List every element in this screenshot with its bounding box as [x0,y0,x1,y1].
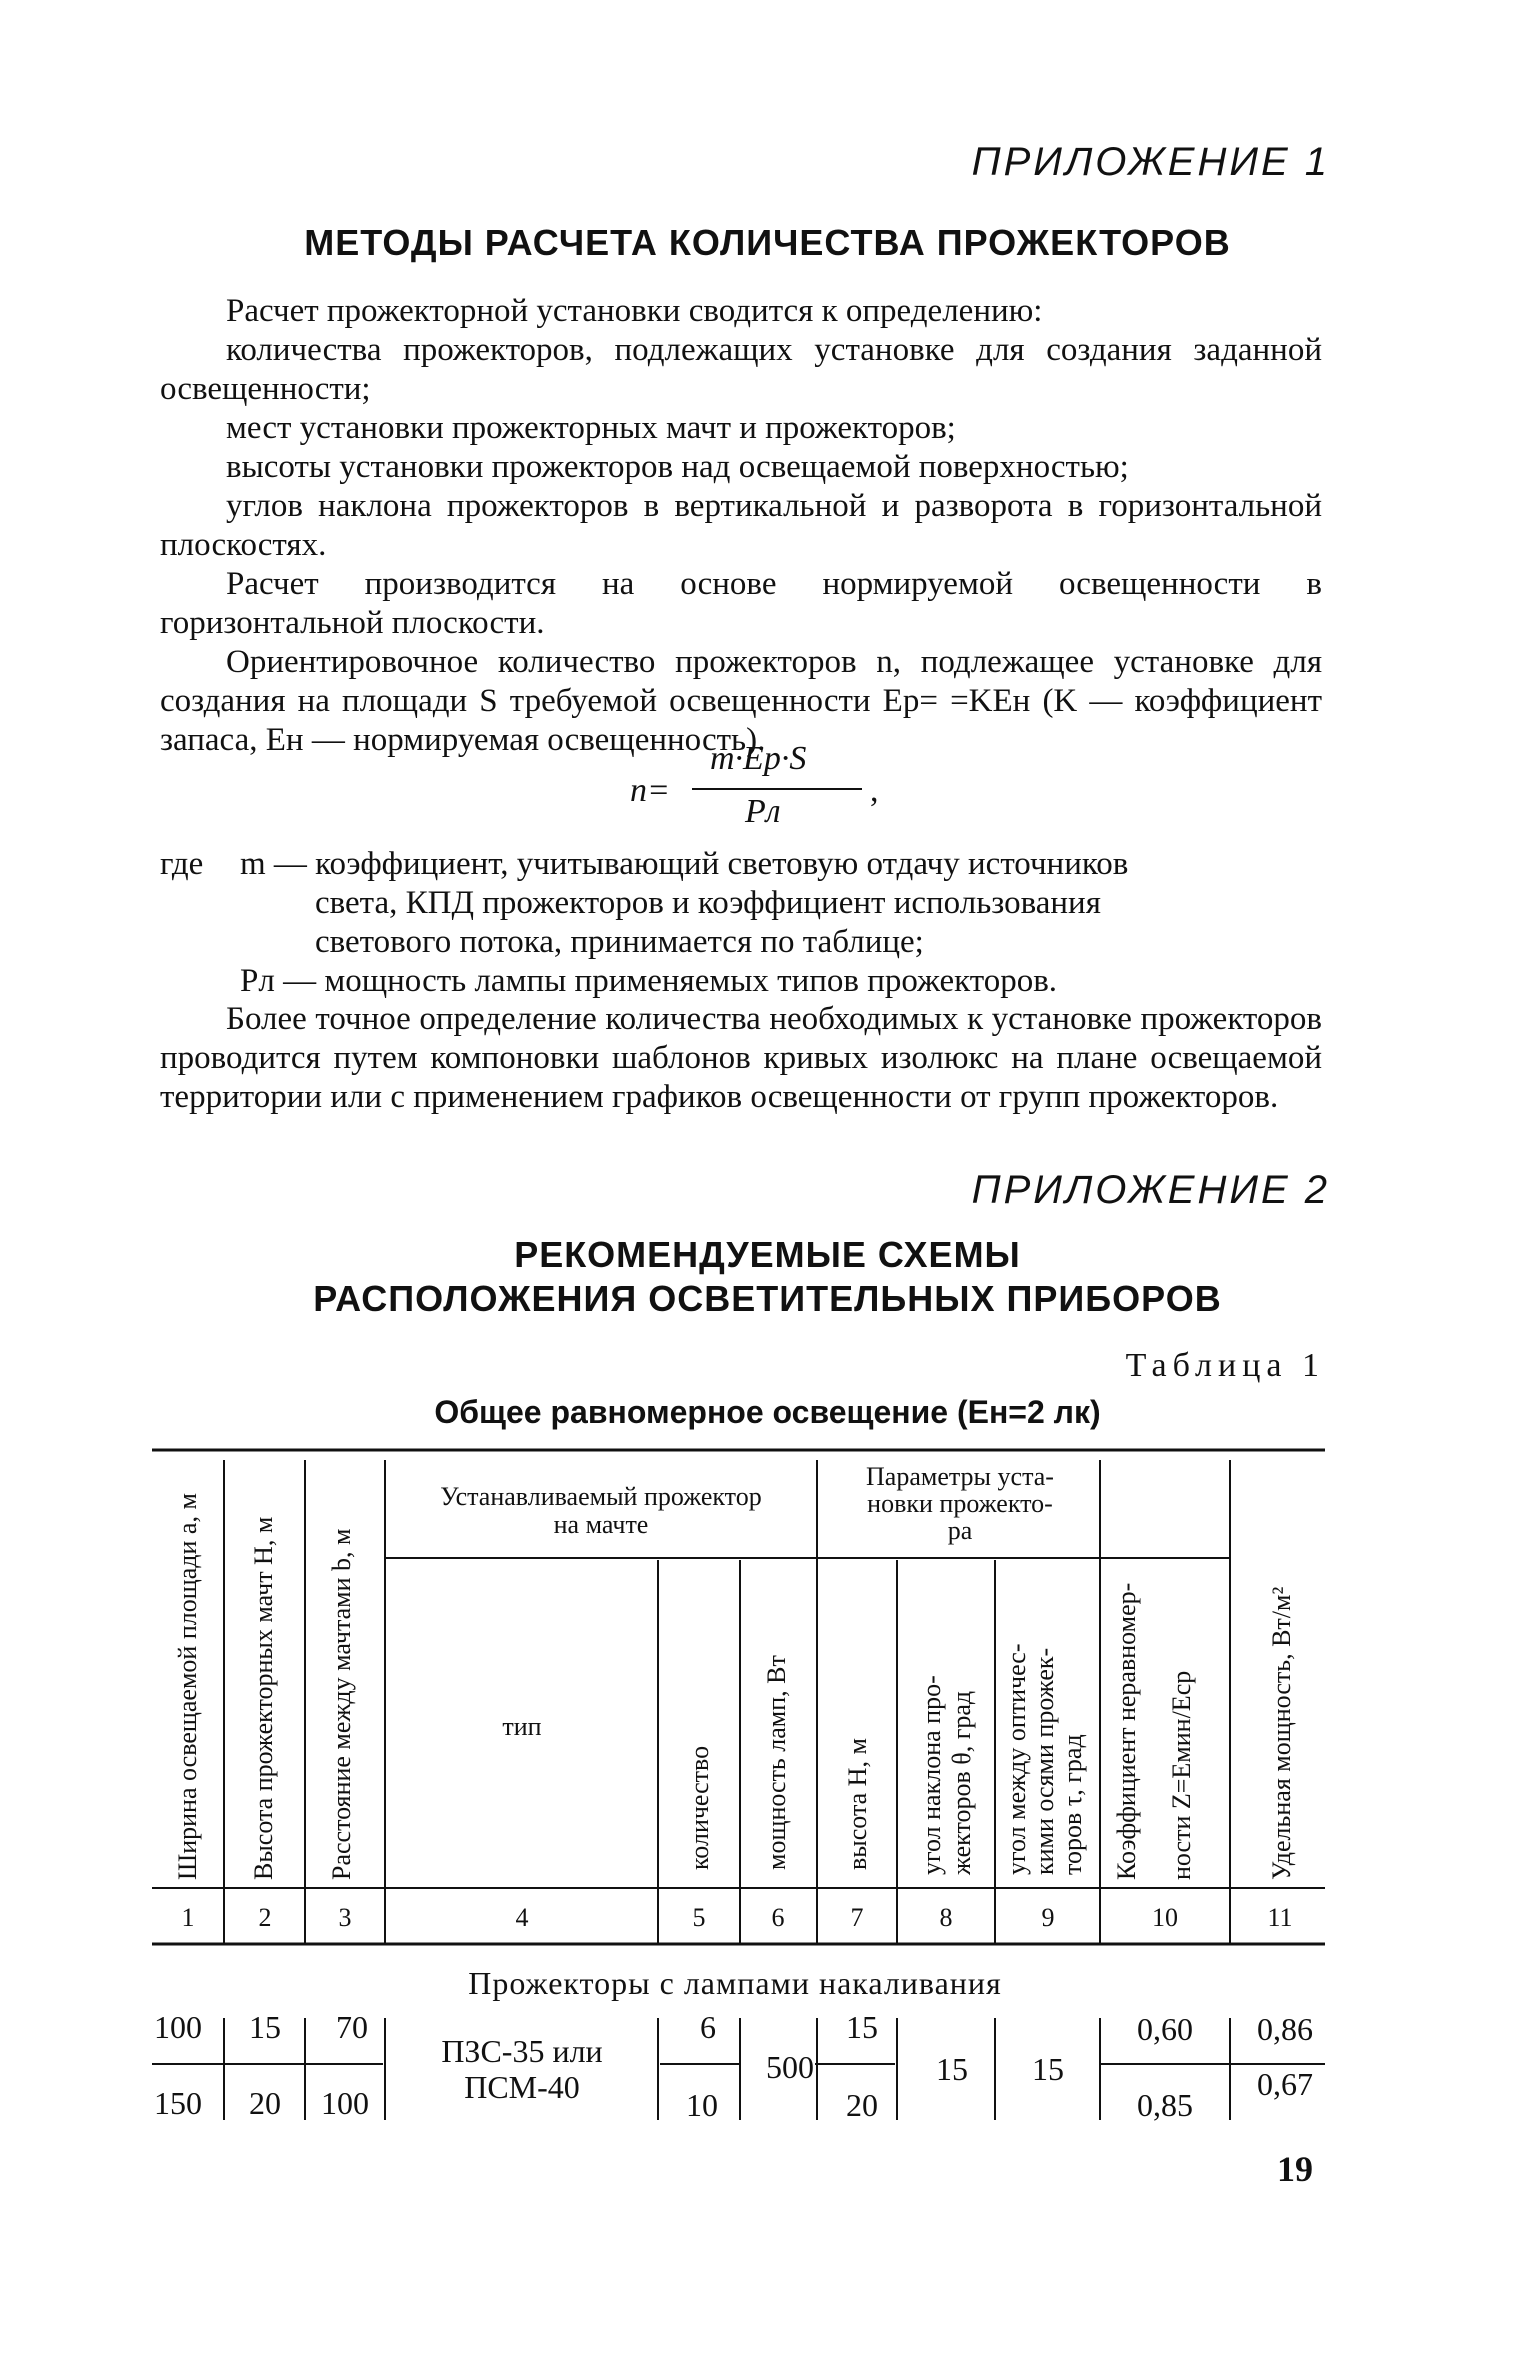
cell-mast-height: 20 [249,2085,281,2121]
header-projector-group-line2: на мачте [553,1510,649,1539]
paragraph: высоты установки прожекторов над освещаемой поверхностью; [226,449,1129,485]
header-type: тип [502,1712,542,1741]
formula-comma: , [870,772,879,809]
cell-distance: 70 [336,2009,368,2045]
table-title: Общее равномерное освещение (Eн=2 лк) [434,1394,1101,1430]
column-number: 6 [771,1903,785,1932]
definition-m-continued: светового потока, принимается по таблице; [315,924,924,960]
column-number: 10 [1152,1903,1178,1932]
cell-angle: 15 [1032,2051,1064,2087]
cell-mast-height: 15 [249,2009,281,2045]
column-number: 1 [181,1903,195,1932]
appendix-2-title-line2: РАСПОЛОЖЕНИЯ ОСВЕТИТЕЛЬНЫХ ПРИБОРОВ [313,1278,1222,1319]
column-number: 9 [1041,1903,1055,1932]
header-count: количество [685,1745,714,1870]
closing-paragraph: Более точное определение количества необходимых к установке прожекторов проводится путем компоновки шаблонов кривых изолюкс на плане освещаемой территории или с применением графиков освещенности от групп прожекторов. [160,1001,1322,1115]
header-projector-group-line1: Устанавливаемый прожектор [440,1482,762,1511]
paragraph: Расчет прожекторной установки сводится к определению: [226,293,1043,329]
page-number: 19 [1277,2149,1313,2189]
cell-type-line1: ПЗС-35 или [441,2033,603,2069]
table-number: Таблица 1 [1125,1347,1325,1384]
appendix-2-title-line1: РЕКОМЕНДУЕМЫЕ СХЕМЫ [514,1234,1021,1275]
header-coef-line2: ности Z=Eмин/Eср [1167,1670,1196,1880]
header-specific-power: Удельная мощность, Вт/м² [1267,1586,1296,1880]
formula-denominator: Pл [745,793,781,830]
cell-height: 15 [846,2009,878,2045]
column-number: 5 [692,1903,706,1932]
definition-m: m — коэффициент, учитывающий световую отдачу источников [240,846,1129,882]
paragraph: мест установки прожекторных мачт и прожекторов; [226,410,956,446]
cell-specific-power: 0,67 [1257,2066,1313,2102]
cell-type-line2: ПСМ-40 [464,2069,580,2105]
header-tilt-line2: жекторов θ, град [947,1690,976,1875]
header-height: высота H, м [843,1738,872,1870]
header-angle-line3: торов τ, град [1058,1734,1087,1875]
header-mast-height: Высота прожекторных мачт H, м [249,1516,278,1880]
header-width: Ширина освещаемой площади a, м [173,1493,202,1880]
cell-height: 20 [846,2087,878,2123]
cell-count: 10 [686,2087,718,2123]
cell-specific-power: 0,86 [1257,2011,1313,2047]
header-distance: Расстояние между мачтами b, м [327,1528,356,1880]
column-number: 4 [515,1903,529,1932]
appendix-2-label: ПРИЛОЖЕНИЕ 2 [971,1168,1330,1212]
cell-count: 6 [700,2009,716,2045]
paragraph: Расчет производится на основе нормируемой освещенности в горизонтальной плоскости. [160,566,1322,641]
column-number: 7 [850,1903,864,1932]
paragraph: Ориентировочное количество прожекторов n, подлежащее установке для создания на площади S требуемой освещенности Eр= =KEн (K — коэффициент запаса, Eн — нормируемая освещенность). [160,644,1322,758]
cell-coef: 0,85 [1137,2087,1193,2123]
definition-m-continued: света, КПД прожекторов и коэффициент использования [315,885,1101,921]
header-angle-line1: угол между оптичес- [1002,1643,1031,1875]
section-title: Прожекторы с лампами накаливания [468,1965,1002,2001]
header-power: мощность ламп, Вт [762,1655,791,1870]
cell-width: 100 [154,2009,202,2045]
header-coef-line1: Коэффициент неравномер- [1112,1582,1141,1880]
header-params-group-line2: новки прожекто- [867,1489,1053,1518]
header-angle-line2: кими осями прожек- [1030,1647,1059,1875]
column-number: 8 [939,1903,953,1932]
appendix-1-title: МЕТОДЫ РАСЧЕТА КОЛИЧЕСТВА ПРОЖЕКТОРОВ [304,222,1231,263]
paragraph: углов наклона прожекторов в вертикальной и разворота в горизонтальной плоскостях. [160,488,1322,563]
formula-numerator: m·Eр·S [710,740,807,777]
header-tilt-line1: угол наклона про- [917,1675,946,1875]
where-label: где [160,846,204,882]
cell-tilt: 15 [936,2051,968,2087]
cell-distance: 100 [321,2085,369,2121]
cell-coef: 0,60 [1137,2011,1193,2047]
definition-p: Pл — мощность лампы применяемых типов прожекторов. [240,963,1058,999]
paragraph: количества прожекторов, подлежащих установке для создания заданной освещенности; [160,332,1322,407]
cell-power: 500 [766,2049,814,2085]
column-number: 3 [338,1903,352,1932]
header-params-group-line3: ра [947,1516,973,1545]
appendix-1-label: ПРИЛОЖЕНИЕ 1 [971,140,1330,184]
column-number: 11 [1267,1903,1293,1932]
column-number: 2 [258,1903,272,1932]
formula-lhs: n= [630,772,670,809]
cell-width: 150 [154,2085,202,2121]
header-params-group-line1: Параметры уста- [866,1462,1054,1491]
